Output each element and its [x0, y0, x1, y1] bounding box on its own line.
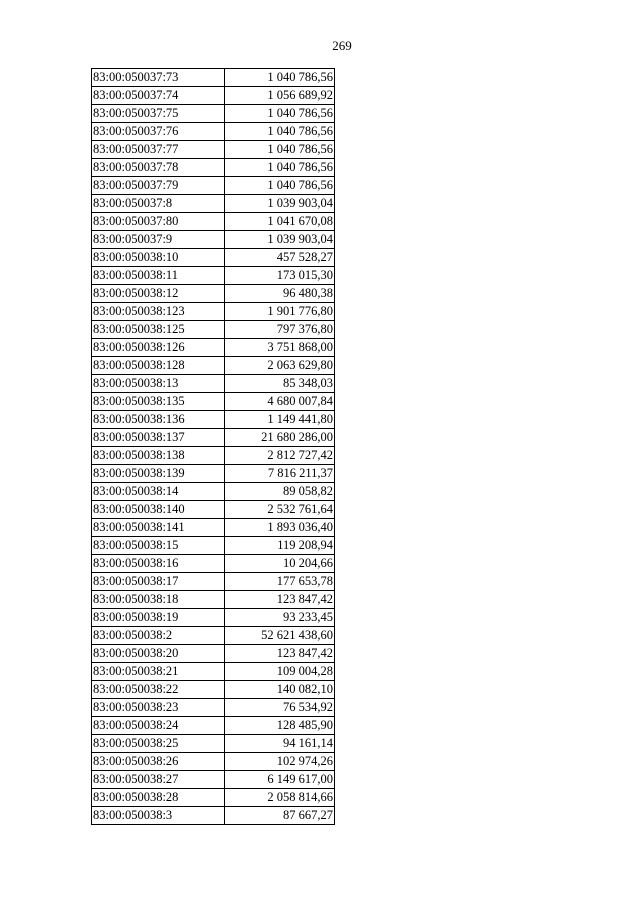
cadastral-value-cell: 102 974,26 [225, 753, 335, 771]
table-row [92, 555, 335, 573]
cadastral-value-cell: 93 233,45 [225, 609, 335, 627]
cadastral-value-cell: 1 041 670,08 [225, 213, 335, 231]
cadastral-value-cell: 1 040 786,56 [225, 141, 335, 159]
cadastral-value-cell: 457 528,27 [225, 249, 335, 267]
cadastral-number-cell: 83:00:050038:136 [92, 411, 225, 429]
cadastral-number-cell: 83:00:050038:18 [92, 591, 225, 609]
table-row [92, 483, 335, 501]
table-row [92, 537, 335, 555]
table-row [92, 699, 335, 717]
table-row [92, 807, 335, 825]
cadastral-value-cell: 89 058,82 [225, 483, 335, 501]
table-row [92, 717, 335, 735]
cadastral-value-cell: 2 058 814,66 [225, 789, 335, 807]
table-row [92, 447, 335, 465]
cadastral-number-cell: 83:00:050037:74 [92, 87, 225, 105]
cadastral-number-cell: 83:00:050037:8 [92, 195, 225, 213]
cadastral-value-cell: 109 004,28 [225, 663, 335, 681]
page-number: 269 [332, 38, 352, 53]
cadastral-value-cell: 119 208,94 [225, 537, 335, 555]
cadastral-number-cell: 83:00:050038:17 [92, 573, 225, 591]
table-row [92, 159, 335, 177]
cadastral-number-cell: 83:00:050038:28 [92, 789, 225, 807]
cadastral-value-cell: 52 621 438,60 [225, 627, 335, 645]
table-row [92, 213, 335, 231]
table-body [92, 69, 335, 825]
cadastral-number-cell: 83:00:050038:26 [92, 753, 225, 771]
cadastral-number-cell: 83:00:050038:13 [92, 375, 225, 393]
cadastral-number-cell: 83:00:050038:16 [92, 555, 225, 573]
table-row [92, 195, 335, 213]
cadastral-value-cell: 1 901 776,80 [225, 303, 335, 321]
cadastral-value-cell: 1 040 786,56 [225, 105, 335, 123]
cadastral-number-cell: 83:00:050038:10 [92, 249, 225, 267]
cadastral-number-cell: 83:00:050037:75 [92, 105, 225, 123]
cadastral-value-cell: 7 816 211,37 [225, 465, 335, 483]
cadastral-value-cell: 6 149 617,00 [225, 771, 335, 789]
table-row [92, 321, 335, 339]
cadastral-number-cell: 83:00:050038:135 [92, 393, 225, 411]
cadastral-number-cell: 83:00:050037:80 [92, 213, 225, 231]
table-row [92, 267, 335, 285]
table-row [92, 627, 335, 645]
cadastral-value-cell: 123 847,42 [225, 645, 335, 663]
cadastral-number-cell: 83:00:050038:125 [92, 321, 225, 339]
table-row [92, 591, 335, 609]
cadastral-number-cell: 83:00:050038:19 [92, 609, 225, 627]
table-row [92, 249, 335, 267]
cadastral-value-cell: 1 040 786,56 [225, 69, 335, 87]
table-row [92, 465, 335, 483]
cadastral-number-cell: 83:00:050038:12 [92, 285, 225, 303]
cadastral-value-table [91, 68, 335, 825]
cadastral-number-cell: 83:00:050038:20 [92, 645, 225, 663]
cadastral-value-cell: 10 204,66 [225, 555, 335, 573]
cadastral-number-cell: 83:00:050037:76 [92, 123, 225, 141]
cadastral-value-cell: 87 667,27 [225, 807, 335, 825]
cadastral-number-cell: 83:00:050038:126 [92, 339, 225, 357]
cadastral-value-cell: 1 056 689,92 [225, 87, 335, 105]
table-row [92, 429, 335, 447]
cadastral-number-cell: 83:00:050037:9 [92, 231, 225, 249]
table-row [92, 411, 335, 429]
cadastral-number-cell: 83:00:050037:79 [92, 177, 225, 195]
table-row [92, 177, 335, 195]
table-row [92, 285, 335, 303]
cadastral-value-cell: 21 680 286,00 [225, 429, 335, 447]
cadastral-value-cell: 2 063 629,80 [225, 357, 335, 375]
cadastral-value-cell: 1 039 903,04 [225, 231, 335, 249]
table-row [92, 69, 335, 87]
cadastral-number-cell: 83:00:050037:78 [92, 159, 225, 177]
cadastral-number-cell: 83:00:050038:3 [92, 807, 225, 825]
table-row [92, 735, 335, 753]
cadastral-value-cell: 123 847,42 [225, 591, 335, 609]
table-row [92, 753, 335, 771]
cadastral-value-cell: 1 149 441,80 [225, 411, 335, 429]
cadastral-value-cell: 173 015,30 [225, 267, 335, 285]
cadastral-value-cell: 2 532 761,64 [225, 501, 335, 519]
cadastral-number-cell: 83:00:050038:2 [92, 627, 225, 645]
table-row [92, 573, 335, 591]
cadastral-value-cell: 94 161,14 [225, 735, 335, 753]
cadastral-number-cell: 83:00:050037:73 [92, 69, 225, 87]
table-row [92, 141, 335, 159]
table-row [92, 645, 335, 663]
cadastral-number-cell: 83:00:050038:22 [92, 681, 225, 699]
table-row [92, 681, 335, 699]
table-row [92, 519, 335, 537]
table-row [92, 303, 335, 321]
cadastral-value-cell: 1 040 786,56 [225, 123, 335, 141]
table-row [92, 771, 335, 789]
cadastral-number-cell: 83:00:050038:139 [92, 465, 225, 483]
cadastral-number-cell: 83:00:050038:11 [92, 267, 225, 285]
cadastral-value-cell: 3 751 868,00 [225, 339, 335, 357]
table-row [92, 375, 335, 393]
cadastral-number-cell: 83:00:050038:15 [92, 537, 225, 555]
cadastral-value-cell: 128 485,90 [225, 717, 335, 735]
cadastral-number-cell: 83:00:050038:137 [92, 429, 225, 447]
cadastral-value-cell: 1 039 903,04 [225, 195, 335, 213]
table-row [92, 231, 335, 249]
cadastral-value-cell: 76 534,92 [225, 699, 335, 717]
cadastral-value-cell: 2 812 727,42 [225, 447, 335, 465]
table-row [92, 357, 335, 375]
cadastral-number-cell: 83:00:050038:14 [92, 483, 225, 501]
cadastral-value-cell: 177 653,78 [225, 573, 335, 591]
cadastral-value-cell: 85 348,03 [225, 375, 335, 393]
cadastral-value-cell: 96 480,38 [225, 285, 335, 303]
cadastral-number-cell: 83:00:050038:24 [92, 717, 225, 735]
cadastral-number-cell: 83:00:050038:25 [92, 735, 225, 753]
cadastral-value-cell: 1 040 786,56 [225, 177, 335, 195]
table-row [92, 663, 335, 681]
table-row [92, 87, 335, 105]
cadastral-number-cell: 83:00:050038:21 [92, 663, 225, 681]
table-row [92, 393, 335, 411]
table-row [92, 123, 335, 141]
cadastral-number-cell: 83:00:050038:27 [92, 771, 225, 789]
cadastral-value-cell: 797 376,80 [225, 321, 335, 339]
cadastral-number-cell: 83:00:050038:123 [92, 303, 225, 321]
cadastral-value-cell: 1 040 786,56 [225, 159, 335, 177]
table-row [92, 339, 335, 357]
table-row [92, 105, 335, 123]
cadastral-value-cell: 4 680 007,84 [225, 393, 335, 411]
cadastral-number-cell: 83:00:050038:128 [92, 357, 225, 375]
cadastral-number-cell: 83:00:050038:23 [92, 699, 225, 717]
table-row [92, 789, 335, 807]
cadastral-number-cell: 83:00:050038:140 [92, 501, 225, 519]
cadastral-number-cell: 83:00:050038:141 [92, 519, 225, 537]
cadastral-value-cell: 1 893 036,40 [225, 519, 335, 537]
table-row [92, 609, 335, 627]
cadastral-value-cell: 140 082,10 [225, 681, 335, 699]
cadastral-number-cell: 83:00:050037:77 [92, 141, 225, 159]
table-row [92, 501, 335, 519]
cadastral-number-cell: 83:00:050038:138 [92, 447, 225, 465]
